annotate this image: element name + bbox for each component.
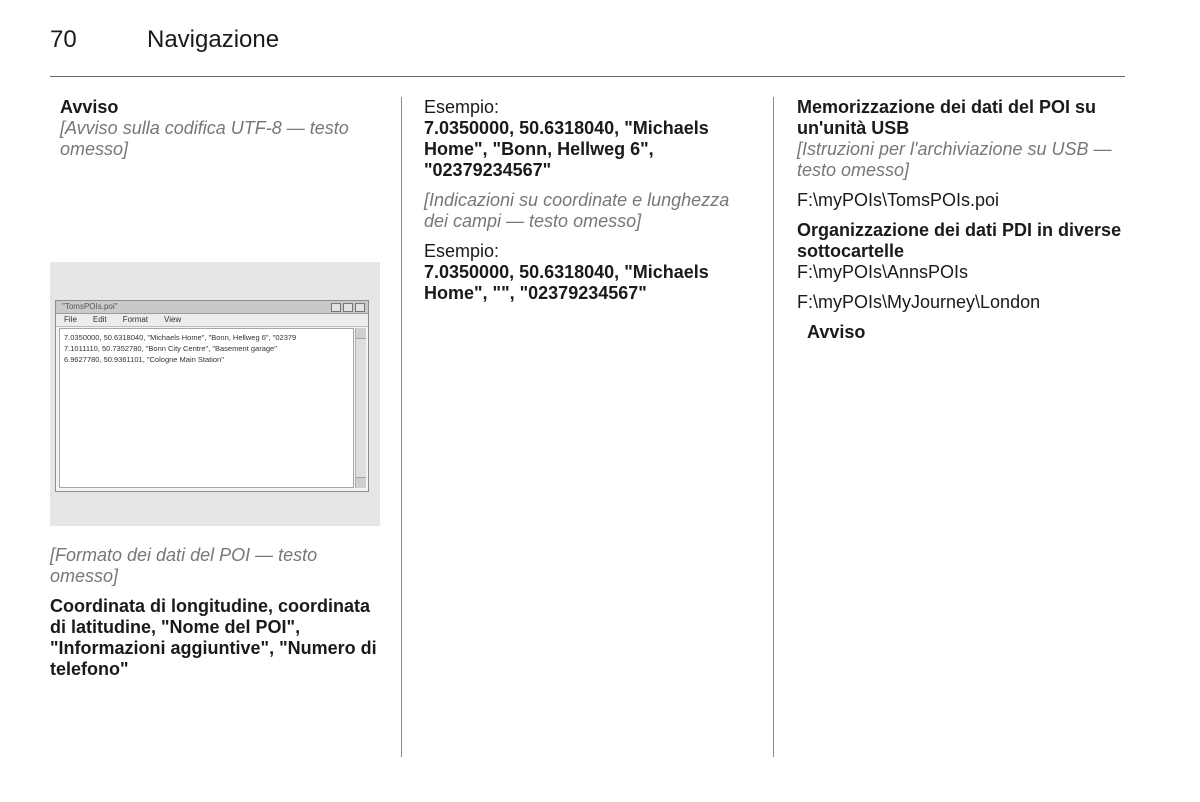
column-1-lower (50, 545, 380, 689)
menu-format: Format (122, 315, 149, 324)
window-title: "TomsPOIs.poi" (62, 302, 118, 311)
intro-text: [Formato dei dati del POI — testo omesso] (50, 545, 318, 586)
scrollbar (355, 328, 366, 488)
example-2: 7.0350000, 50.6318040, "Michaels Home", "", "02379234567" (424, 262, 709, 303)
column-3 (797, 97, 1127, 343)
example-label: Esempio: (424, 241, 500, 261)
notice-title: Avviso (60, 97, 119, 117)
column-divider-2 (773, 97, 774, 757)
heading-subfolders: Organizzazione dei dati PDI in diverse sottocartelle (797, 220, 1122, 261)
page-number: 70 (50, 26, 77, 53)
text-content (59, 328, 354, 488)
notepad-window (55, 300, 369, 492)
window-titlebar (56, 301, 368, 314)
page-title: Navigazione (147, 26, 280, 53)
poi-line: 7.1011110, 50.7352780, "Bonn City Centre", "Basement garage" (64, 344, 277, 353)
minimize-icon (331, 303, 341, 312)
notepad-screenshot (50, 262, 380, 526)
scroll-down-icon (356, 477, 366, 488)
notice-title-2: Avviso (807, 322, 866, 342)
heading-usb: Memorizzazione dei dati del POI su un'unità USB (797, 97, 1097, 138)
format-spec: Coordinata di longitudine, coordinata di latitudine, "Nome del POI", "Informazioni aggiuntive", "Numero di telefono" (50, 596, 377, 679)
poi-line: 7.0350000, 50.6318040, "Michaels Home", "Bonn, Hellweg 6", "02379 (64, 333, 297, 342)
menu-view: View (164, 315, 182, 324)
path-3: F:\myPOIs\MyJourney\London (797, 292, 1041, 312)
column-1 (60, 97, 385, 169)
notice-box-2 (797, 322, 1127, 343)
menu-edit: Edit (92, 315, 107, 324)
path-2: F:\myPOIs\AnnsPOIs (797, 262, 969, 282)
poi-line: 6.9627780, 50.9361101, "Cologne Main Station" (64, 355, 224, 364)
col3-text: [Istruzioni per l'archiviazione su USB — testo omesso] (797, 139, 1112, 180)
header-rule (50, 76, 1125, 77)
menubar (56, 314, 368, 327)
col2-text: [Indicazioni su coordinate e lunghezza dei campi — testo omesso] (424, 190, 730, 231)
menu-file: File (64, 315, 77, 324)
column-2 (424, 97, 754, 313)
page-header (50, 26, 1125, 56)
window-controls (331, 303, 365, 312)
scroll-up-icon (356, 328, 366, 339)
path-1: F:\myPOIs\TomsPOIs.poi (797, 190, 1000, 210)
example-label: Esempio: (424, 97, 500, 117)
maximize-icon (343, 303, 353, 312)
example-1: 7.0350000, 50.6318040, "Michaels Home", "Bonn, Hellweg 6", "02379234567" (424, 118, 709, 180)
column-divider-1 (401, 97, 402, 757)
notice-text: [Avviso sulla codifica UTF-8 — testo omesso] (60, 118, 349, 159)
close-icon (355, 303, 365, 312)
